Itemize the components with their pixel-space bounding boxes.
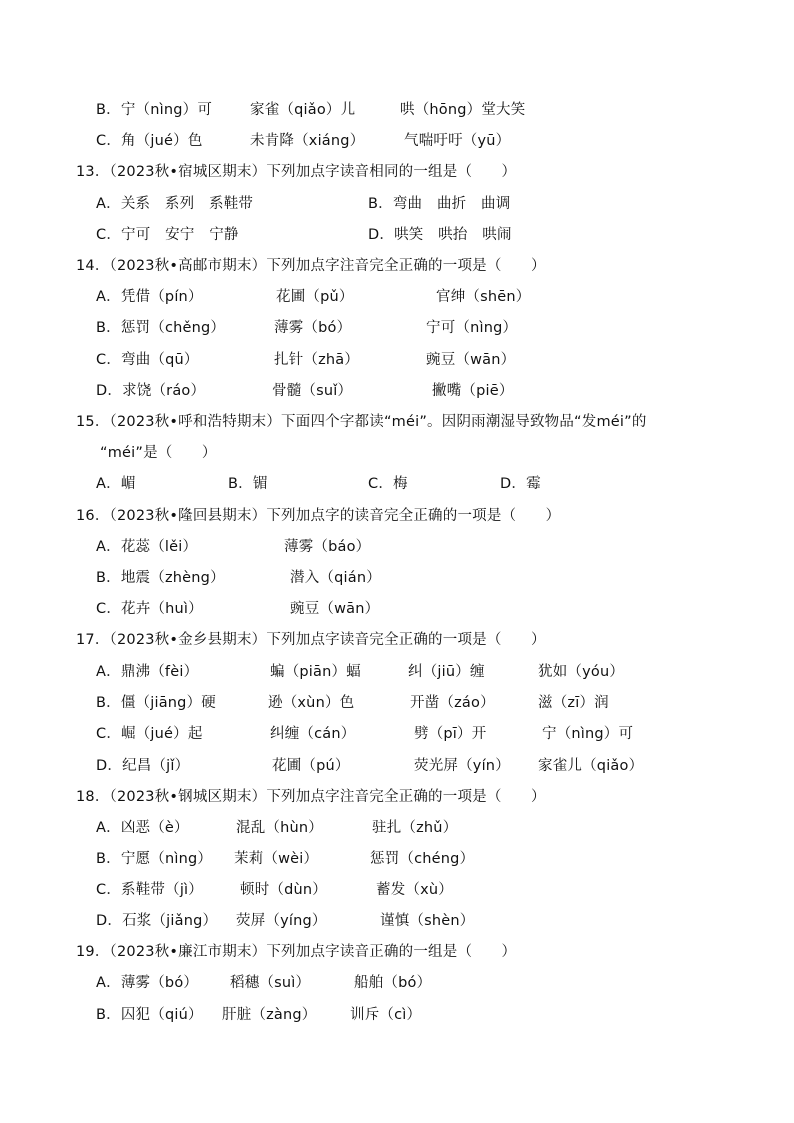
option-item: A．关系 系列 系鞋带 — [96, 196, 254, 212]
option-item: D．哄笑 哄抬 哄闹 — [368, 227, 512, 243]
option-item: 花圃（pǔ） — [276, 289, 354, 305]
option-item: 豌豆（wān） — [426, 352, 516, 368]
option-item: D．石浆（jiǎng） — [96, 913, 218, 929]
option-item: 顿时（dùn） — [240, 882, 327, 898]
option-item: D．霉 — [500, 476, 541, 492]
option-item: A．薄雾（bó） — [96, 975, 199, 991]
option-item: 船舶（bó） — [354, 975, 432, 991]
question-13-stem: 13．（2023秋•宿城区期末）下列加点字读音相同的一组是（ ） — [76, 164, 517, 180]
option-item: 稻穗（suì） — [230, 975, 311, 991]
option-item: 气喘吁吁（yū） — [404, 133, 511, 149]
option-item: 蓄发（xù） — [376, 882, 453, 898]
option-item: B．僵（jiāng）硬 — [96, 695, 216, 711]
option-item: 肝脏（zàng） — [222, 1007, 317, 1023]
option-item: 薄雾（báo） — [284, 539, 371, 555]
option-item: 谨慎（shèn） — [380, 913, 475, 929]
option-item: 薄雾（bó） — [274, 320, 352, 336]
option-item: B．宁（nìng）可 — [96, 102, 213, 118]
question-17-stem: 17．（2023秋•金乡县期末）下列加点字读音完全正确的一项是（ ） — [76, 632, 546, 648]
option-item: D．纪昌（jǐ） — [96, 758, 190, 774]
option-item: C．梅 — [368, 476, 408, 492]
option-item: 官绅（shēn） — [436, 289, 531, 305]
option-item: A．嵋 — [96, 476, 136, 492]
option-item: A．凶恶（è） — [96, 820, 189, 836]
question-15-stem-continued: “méi”是（ ） — [100, 445, 217, 461]
option-item: 混乱（hùn） — [236, 820, 323, 836]
option-item: 花圃（pú） — [272, 758, 350, 774]
option-item: B．地震（zhèng） — [96, 570, 225, 586]
question-15-stem: 15．（2023秋•呼和浩特期末）下面四个字都读“méi”。因阴雨潮湿导致物品“发méi”的 — [76, 414, 647, 430]
option-item: 训斥（cì） — [350, 1007, 422, 1023]
question-19-stem: 19．（2023秋•廉江市期末）下列加点字读音正确的一组是（ ） — [76, 944, 517, 960]
option-item: D．求饶（ráo） — [96, 383, 206, 399]
option-item: 豌豆（wān） — [290, 601, 380, 617]
option-item: 惩罚（chéng） — [370, 851, 475, 867]
option-item: B．弯曲 曲折 曲调 — [368, 196, 511, 212]
option-item: 宁（nìng）可 — [542, 726, 634, 742]
option-item: 纠缠（cán） — [270, 726, 356, 742]
option-item: 撇嘴（piē） — [432, 383, 514, 399]
option-item: 驻扎（zhǔ） — [372, 820, 458, 836]
option-item: C．弯曲（qū） — [96, 352, 199, 368]
option-item: C．花卉（huì） — [96, 601, 203, 617]
option-item: 劈（pī）开 — [414, 726, 487, 742]
option-item: C．系鞋带（jì） — [96, 882, 203, 898]
option-item: A．鼎沸（fèi） — [96, 664, 199, 680]
option-item: B．宁愿（nìng） — [96, 851, 213, 867]
question-16-stem: 16．（2023秋•隆回县期末）下列加点字的读音完全正确的一项是（ ） — [76, 508, 561, 524]
option-item: 哄（hōng）堂大笑 — [400, 102, 526, 118]
option-item: C．角（jué）色 — [96, 133, 203, 149]
option-item: C．宁可 安宁 宁静 — [96, 227, 239, 243]
option-item: 家雀（qiǎo）儿 — [250, 102, 356, 118]
option-item: B．惩罚（chěng） — [96, 320, 226, 336]
option-item: 犹如（yóu） — [538, 664, 625, 680]
option-item: C．崛（jué）起 — [96, 726, 203, 742]
option-item: 荧光屏（yín） — [414, 758, 510, 774]
option-item: A．花蕊（lěi） — [96, 539, 198, 555]
question-18-stem: 18．（2023秋•钢城区期末）下列加点字注音完全正确的一项是（ ） — [76, 789, 546, 805]
option-item: 未肯降（xiáng） — [250, 133, 365, 149]
option-item: 纠（jiū）缠 — [408, 664, 485, 680]
option-item: 扎针（zhā） — [274, 352, 360, 368]
option-item: 逊（xùn）色 — [268, 695, 355, 711]
option-item: 宁可（nìng） — [426, 320, 518, 336]
option-item: 茉莉（wèi） — [234, 851, 319, 867]
option-item: 开凿（záo） — [410, 695, 495, 711]
option-item: 蝙（piān）蝠 — [270, 664, 361, 680]
option-item: B．镅 — [228, 476, 268, 492]
option-item: 荧屏（yíng） — [236, 913, 327, 929]
option-item: 骨髓（suǐ） — [272, 383, 353, 399]
option-item: A．凭借（pín） — [96, 289, 203, 305]
option-item: 家雀儿（qiǎo） — [538, 758, 644, 774]
option-item: B．囚犯（qiú） — [96, 1007, 203, 1023]
question-14-stem: 14．（2023秋•高邮市期末）下列加点字注音完全正确的一项是（ ） — [76, 258, 546, 274]
option-item: 滋（zī）润 — [538, 695, 609, 711]
option-item: 潜入（qián） — [290, 570, 381, 586]
